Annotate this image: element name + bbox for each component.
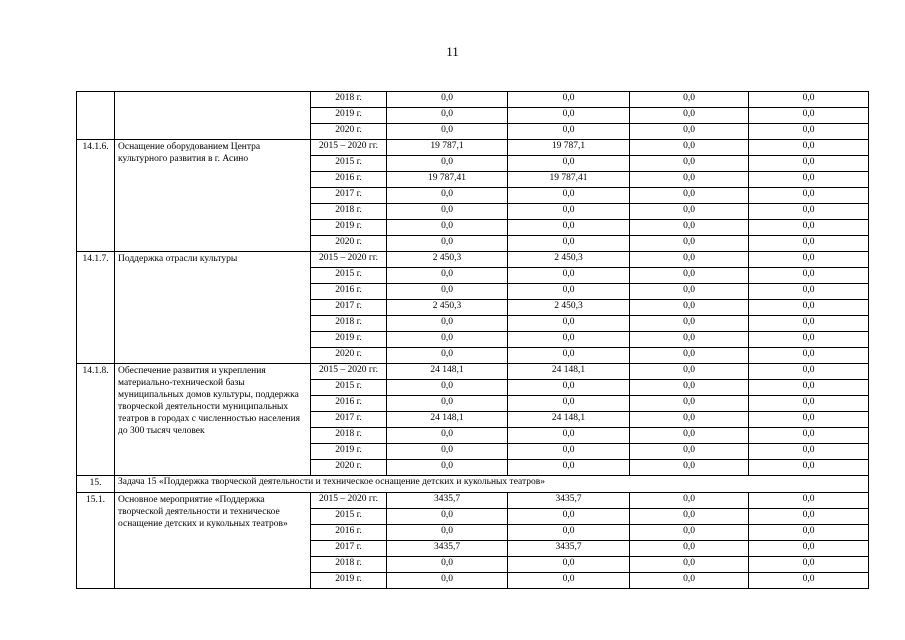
- item-name: Поддержка отрасли культуры: [115, 252, 311, 364]
- value-cell: 0,0: [630, 108, 749, 124]
- item-number: 14.1.8.: [77, 364, 115, 476]
- value-cell: 0,0: [387, 525, 508, 541]
- value-cell: 0,0: [630, 172, 749, 188]
- value-cell: 0,0: [630, 493, 749, 509]
- value-cell: 0,0: [749, 300, 869, 316]
- value-cell: 0,0: [630, 332, 749, 348]
- value-cell: 0,0: [508, 284, 630, 300]
- value-cell: 0,0: [387, 220, 508, 236]
- value-cell: 0,0: [630, 188, 749, 204]
- value-cell: 0,0: [630, 460, 749, 476]
- value-cell: 0,0: [508, 156, 630, 172]
- table-row: [77, 364, 869, 380]
- item-name: Обеспечение развития и укрепления материально-технической базы муниципальных домов культуры, поддержка творческой деятельности муниципальных театров в городах с численностью населения до 300 тысяч человек: [115, 364, 311, 476]
- year-cell: 2018 г.: [311, 557, 387, 573]
- year-cell: 2019 г.: [311, 573, 387, 589]
- value-cell: 0,0: [630, 204, 749, 220]
- value-cell: 0,0: [387, 188, 508, 204]
- value-cell: 0,0: [749, 188, 869, 204]
- value-cell: 0,0: [630, 541, 749, 557]
- value-cell: 0,0: [749, 412, 869, 428]
- value-cell: 0,0: [749, 396, 869, 412]
- value-cell: 0,0: [749, 172, 869, 188]
- year-cell: 2018 г.: [311, 316, 387, 332]
- year-cell: 2015 г.: [311, 268, 387, 284]
- value-cell: 0,0: [508, 573, 630, 589]
- value-cell: 0,0: [630, 380, 749, 396]
- value-cell: 0,0: [749, 573, 869, 589]
- year-cell: 2018 г.: [311, 428, 387, 444]
- item-name: Оснащение оборудованием Центра культурного развития в г. Асино: [115, 140, 311, 252]
- value-cell: 19 787,1: [387, 140, 508, 156]
- table-row: [77, 252, 869, 268]
- value-cell: 0,0: [387, 444, 508, 460]
- value-cell: 0,0: [630, 509, 749, 525]
- value-cell: 0,0: [749, 332, 869, 348]
- value-cell: 0,0: [749, 444, 869, 460]
- value-cell: 0,0: [508, 92, 630, 108]
- value-cell: 0,0: [749, 140, 869, 156]
- value-cell: 24 148,1: [387, 412, 508, 428]
- table-row: [77, 92, 869, 108]
- value-cell: 0,0: [749, 509, 869, 525]
- value-cell: 0,0: [630, 348, 749, 364]
- value-cell: 0,0: [387, 557, 508, 573]
- value-cell: 0,0: [749, 493, 869, 509]
- year-cell: 2019 г.: [311, 220, 387, 236]
- value-cell: 3435,7: [387, 541, 508, 557]
- value-cell: 0,0: [630, 156, 749, 172]
- year-cell: 2018 г.: [311, 204, 387, 220]
- value-cell: 0,0: [508, 220, 630, 236]
- year-cell: 2015 – 2020 гг.: [311, 364, 387, 380]
- value-cell: 0,0: [508, 332, 630, 348]
- value-cell: 0,0: [387, 460, 508, 476]
- value-cell: 0,0: [387, 236, 508, 252]
- value-cell: 0,0: [749, 204, 869, 220]
- value-cell: 0,0: [387, 108, 508, 124]
- value-cell: 3435,7: [387, 493, 508, 509]
- value-cell: 0,0: [749, 541, 869, 557]
- year-cell: 2017 г.: [311, 541, 387, 557]
- value-cell: 0,0: [387, 316, 508, 332]
- value-cell: 0,0: [749, 156, 869, 172]
- year-cell: 2015 – 2020 гг.: [311, 252, 387, 268]
- value-cell: 0,0: [630, 300, 749, 316]
- year-cell: 2015 – 2020 гг.: [311, 140, 387, 156]
- value-cell: 0,0: [749, 460, 869, 476]
- value-cell: 0,0: [630, 557, 749, 573]
- value-cell: 0,0: [749, 364, 869, 380]
- value-cell: 0,0: [508, 525, 630, 541]
- value-cell: 0,0: [630, 364, 749, 380]
- value-cell: 0,0: [630, 252, 749, 268]
- value-cell: 0,0: [749, 236, 869, 252]
- value-cell: 0,0: [387, 204, 508, 220]
- value-cell: 0,0: [387, 268, 508, 284]
- value-cell: 24 148,1: [508, 364, 630, 380]
- value-cell: 0,0: [630, 124, 749, 140]
- year-cell: 2016 г.: [311, 525, 387, 541]
- value-cell: 0,0: [508, 188, 630, 204]
- year-cell: 2015 г.: [311, 380, 387, 396]
- value-cell: 0,0: [387, 92, 508, 108]
- value-cell: 0,0: [630, 236, 749, 252]
- value-cell: 0,0: [387, 573, 508, 589]
- value-cell: 0,0: [749, 380, 869, 396]
- value-cell: 0,0: [630, 444, 749, 460]
- value-cell: 0,0: [508, 557, 630, 573]
- value-cell: 2 450,3: [508, 252, 630, 268]
- value-cell: 0,0: [749, 348, 869, 364]
- value-cell: 2 450,3: [508, 300, 630, 316]
- value-cell: 0,0: [749, 268, 869, 284]
- item-name: [115, 92, 311, 140]
- table-row: [77, 140, 869, 156]
- value-cell: 0,0: [630, 525, 749, 541]
- value-cell: 0,0: [749, 92, 869, 108]
- year-cell: 2017 г.: [311, 412, 387, 428]
- value-cell: 0,0: [630, 316, 749, 332]
- value-cell: 24 148,1: [387, 364, 508, 380]
- value-cell: 0,0: [630, 220, 749, 236]
- item-number: 14.1.6.: [77, 140, 115, 252]
- page-number: 11: [446, 44, 459, 59]
- value-cell: 0,0: [508, 316, 630, 332]
- value-cell: 0,0: [630, 573, 749, 589]
- task-row: [77, 476, 869, 493]
- value-cell: 2 450,3: [387, 252, 508, 268]
- year-cell: 2020 г.: [311, 124, 387, 140]
- year-cell: 2015 г.: [311, 509, 387, 525]
- value-cell: 0,0: [508, 460, 630, 476]
- year-cell: 2015 – 2020 гг.: [311, 493, 387, 509]
- value-cell: 0,0: [630, 396, 749, 412]
- value-cell: 0,0: [749, 108, 869, 124]
- year-cell: 2017 г.: [311, 300, 387, 316]
- value-cell: 0,0: [749, 220, 869, 236]
- value-cell: 0,0: [508, 204, 630, 220]
- value-cell: 0,0: [508, 236, 630, 252]
- value-cell: 0,0: [630, 140, 749, 156]
- year-cell: 2019 г.: [311, 444, 387, 460]
- value-cell: 0,0: [630, 428, 749, 444]
- value-cell: 0,0: [749, 124, 869, 140]
- value-cell: 0,0: [749, 284, 869, 300]
- year-cell: 2016 г.: [311, 284, 387, 300]
- value-cell: 3435,7: [508, 493, 630, 509]
- year-cell: 2020 г.: [311, 348, 387, 364]
- value-cell: 2 450,3: [387, 300, 508, 316]
- item-number: [77, 92, 115, 140]
- year-cell: 2018 г.: [311, 92, 387, 108]
- value-cell: 0,0: [387, 396, 508, 412]
- year-cell: 2020 г.: [311, 236, 387, 252]
- item-name: Основное мероприятие «Поддержка творческой деятельности и техническое оснащение детских и кукольных театров»: [115, 493, 311, 589]
- year-cell: 2016 г.: [311, 396, 387, 412]
- year-cell: 2015 г.: [311, 156, 387, 172]
- value-cell: 0,0: [508, 396, 630, 412]
- value-cell: 3435,7: [508, 541, 630, 557]
- year-cell: 2016 г.: [311, 172, 387, 188]
- value-cell: 0,0: [387, 509, 508, 525]
- value-cell: 0,0: [508, 509, 630, 525]
- item-number: 14.1.7.: [77, 252, 115, 364]
- task-title: Задача 15 «Поддержка творческой деятельности и техническое оснащение детских и кукольных театров»: [115, 476, 869, 493]
- value-cell: 0,0: [387, 124, 508, 140]
- value-cell: 0,0: [508, 348, 630, 364]
- value-cell: 0,0: [387, 428, 508, 444]
- value-cell: 24 148,1: [508, 412, 630, 428]
- value-cell: 0,0: [749, 557, 869, 573]
- year-cell: 2017 г.: [311, 188, 387, 204]
- value-cell: 19 787,41: [387, 172, 508, 188]
- value-cell: 0,0: [387, 284, 508, 300]
- budget-table: [76, 91, 869, 589]
- year-cell: 2020 г.: [311, 460, 387, 476]
- value-cell: 19 787,41: [508, 172, 630, 188]
- value-cell: 0,0: [387, 156, 508, 172]
- value-cell: 0,0: [630, 284, 749, 300]
- value-cell: 0,0: [508, 380, 630, 396]
- value-cell: 0,0: [387, 380, 508, 396]
- value-cell: 0,0: [508, 268, 630, 284]
- value-cell: 0,0: [387, 348, 508, 364]
- table-row: [77, 493, 869, 509]
- value-cell: 0,0: [508, 444, 630, 460]
- value-cell: 19 787,1: [508, 140, 630, 156]
- item-number: 15.1.: [77, 493, 115, 589]
- value-cell: 0,0: [387, 332, 508, 348]
- value-cell: 0,0: [749, 316, 869, 332]
- value-cell: 0,0: [749, 525, 869, 541]
- value-cell: 0,0: [630, 92, 749, 108]
- task-number: 15.: [77, 476, 115, 493]
- year-cell: 2019 г.: [311, 108, 387, 124]
- value-cell: 0,0: [749, 428, 869, 444]
- value-cell: 0,0: [508, 428, 630, 444]
- value-cell: 0,0: [749, 252, 869, 268]
- year-cell: 2019 г.: [311, 332, 387, 348]
- value-cell: 0,0: [630, 268, 749, 284]
- value-cell: 0,0: [508, 108, 630, 124]
- value-cell: 0,0: [508, 124, 630, 140]
- value-cell: 0,0: [630, 412, 749, 428]
